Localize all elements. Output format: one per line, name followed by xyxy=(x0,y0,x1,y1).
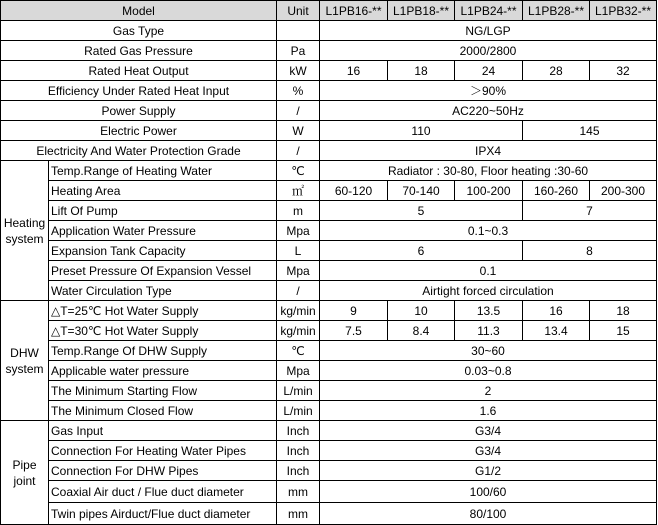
table-row xyxy=(1,461,657,481)
table-row xyxy=(1,181,657,201)
param-name: Rated Gas Pressure xyxy=(1,41,277,61)
param-name: Heating Area xyxy=(49,181,277,201)
param-name: The Minimum Closed Flow xyxy=(49,401,277,421)
param-unit: ㎡ xyxy=(277,181,320,201)
param-name: Rated Heat Output xyxy=(1,61,277,81)
table-row xyxy=(1,161,657,181)
param-value: 6 xyxy=(320,241,523,261)
param-unit: Mpa xyxy=(277,261,320,281)
table-row xyxy=(1,221,657,241)
param-value: 0.03~0.8 xyxy=(320,361,657,381)
param-value: 7 xyxy=(523,201,657,221)
param-name: △T=30℃ Hot Water Supply xyxy=(49,321,277,341)
param-unit: W xyxy=(277,121,320,141)
param-value: 32 xyxy=(590,61,657,81)
table-row xyxy=(1,301,657,321)
param-value: 9 xyxy=(320,301,388,321)
param-value: 10 xyxy=(388,301,455,321)
param-unit: Inch xyxy=(277,421,320,441)
param-name: Power Supply xyxy=(1,101,277,121)
param-value: 160-260 xyxy=(523,181,590,201)
param-value: 13.4 xyxy=(523,321,590,341)
param-value: 80/100 xyxy=(320,503,657,525)
param-value: 100/60 xyxy=(320,481,657,503)
param-unit: kg/min xyxy=(277,301,320,321)
param-unit: kg/min xyxy=(277,321,320,341)
param-name: Connection For DHW Pipes xyxy=(49,461,277,481)
table-row xyxy=(1,321,657,341)
param-value: 16 xyxy=(523,301,590,321)
param-value: 145 xyxy=(523,121,657,141)
table-row xyxy=(1,81,657,101)
param-name: Connection For Heating Water Pipes xyxy=(49,441,277,461)
param-unit xyxy=(277,21,320,41)
header-unit: Unit xyxy=(277,1,320,21)
table-row xyxy=(1,381,657,401)
header-model-1: L1PB16-** xyxy=(320,1,388,21)
param-value: 2 xyxy=(320,381,657,401)
header-model: Model xyxy=(1,1,277,21)
param-unit: / xyxy=(277,281,320,301)
param-value: Airtight forced circulation xyxy=(320,281,657,301)
param-name: Gas Type xyxy=(1,21,277,41)
param-value: 24 xyxy=(455,61,523,81)
table-row xyxy=(1,421,657,441)
table-row xyxy=(1,481,657,503)
group-label-heating: Heating system xyxy=(1,161,49,301)
header-model-5: L1PB32-** xyxy=(590,1,657,21)
param-name: Twin pipes Airduct/Flue duct diameter xyxy=(49,503,277,525)
param-unit: L/min xyxy=(277,401,320,421)
param-value: 2000/2800 xyxy=(320,41,657,61)
param-unit: ℃ xyxy=(277,161,320,181)
param-value: Radiator : 30-80, Floor heating :30-60 xyxy=(320,161,657,181)
param-unit: m xyxy=(277,201,320,221)
param-value: 16 xyxy=(320,61,388,81)
param-value: 28 xyxy=(523,61,590,81)
param-value: 11.3 xyxy=(455,321,523,341)
param-unit: Mpa xyxy=(277,361,320,381)
group-label-pipe: Pipe joint xyxy=(1,421,49,525)
param-name: Electricity And Water Protection Grade xyxy=(1,141,277,161)
header-row xyxy=(1,1,657,21)
table-row xyxy=(1,61,657,81)
header-model-3: L1PB24-** xyxy=(455,1,523,21)
param-name: Temp.Range Of DHW Supply xyxy=(49,341,277,361)
param-value: 5 xyxy=(320,201,523,221)
param-unit: mm xyxy=(277,481,320,503)
group-label-dhw: DHW system xyxy=(1,301,49,421)
param-name: △T=25℃ Hot Water Supply xyxy=(49,301,277,321)
param-value: 8 xyxy=(523,241,657,261)
param-name: Gas Input xyxy=(49,421,277,441)
table-row xyxy=(1,441,657,461)
param-value: 100-200 xyxy=(455,181,523,201)
param-value: 1.6 xyxy=(320,401,657,421)
param-value: 18 xyxy=(388,61,455,81)
param-name: Applicable water pressure xyxy=(49,361,277,381)
param-value: NG/LGP xyxy=(320,21,657,41)
header-model-4: L1PB28-** xyxy=(523,1,590,21)
param-unit: Pa xyxy=(277,41,320,61)
param-value: 110 xyxy=(320,121,523,141)
param-unit: Mpa xyxy=(277,221,320,241)
table-row xyxy=(1,261,657,281)
param-value: G1/2 xyxy=(320,461,657,481)
header-model-2: L1PB18-** xyxy=(388,1,455,21)
param-value: ＞90% xyxy=(320,81,657,101)
table-row xyxy=(1,503,657,525)
param-value: 0.1~0.3 xyxy=(320,221,657,241)
param-value: 8.4 xyxy=(388,321,455,341)
param-value: AC220~50Hz xyxy=(320,101,657,121)
table-row xyxy=(1,341,657,361)
param-name: Water Circulation Type xyxy=(49,281,277,301)
param-value: 0.1 xyxy=(320,261,657,281)
param-unit: Inch xyxy=(277,441,320,461)
table-row xyxy=(1,201,657,221)
table-row xyxy=(1,281,657,301)
table-row xyxy=(1,21,657,41)
param-unit: ℃ xyxy=(277,341,320,361)
param-value: IPX4 xyxy=(320,141,657,161)
param-name: Application Water Pressure xyxy=(49,221,277,241)
table-row xyxy=(1,241,657,261)
param-value: 70-140 xyxy=(388,181,455,201)
table-row xyxy=(1,361,657,381)
param-value: 200-300 xyxy=(590,181,657,201)
param-value: 60-120 xyxy=(320,181,388,201)
table-row xyxy=(1,121,657,141)
param-unit: / xyxy=(277,141,320,161)
param-name: Expansion Tank Capacity xyxy=(49,241,277,261)
param-unit: L/min xyxy=(277,381,320,401)
table-row xyxy=(1,401,657,421)
table-row xyxy=(1,141,657,161)
param-value: 15 xyxy=(590,321,657,341)
param-name: The Minimum Starting Flow xyxy=(49,381,277,401)
param-unit: Inch xyxy=(277,461,320,481)
param-unit: kW xyxy=(277,61,320,81)
param-name: Preset Pressure Of Expansion Vessel xyxy=(49,261,277,281)
param-value: G3/4 xyxy=(320,441,657,461)
param-unit: / xyxy=(277,101,320,121)
param-name: Lift Of Pump xyxy=(49,201,277,221)
param-value: 13.5 xyxy=(455,301,523,321)
param-unit: mm xyxy=(277,503,320,525)
param-name: Electric Power xyxy=(1,121,277,141)
param-value: 18 xyxy=(590,301,657,321)
param-value: 30~60 xyxy=(320,341,657,361)
table-row xyxy=(1,41,657,61)
param-name: Coaxial Air duct / Flue duct diameter xyxy=(49,481,277,503)
param-value: 7.5 xyxy=(320,321,388,341)
param-name: Efficiency Under Rated Heat Input xyxy=(1,81,277,101)
param-unit: % xyxy=(277,81,320,101)
param-unit: L xyxy=(277,241,320,261)
param-name: Temp.Range of Heating Water xyxy=(49,161,277,181)
param-value: G3/4 xyxy=(320,421,657,441)
table-row xyxy=(1,101,657,121)
